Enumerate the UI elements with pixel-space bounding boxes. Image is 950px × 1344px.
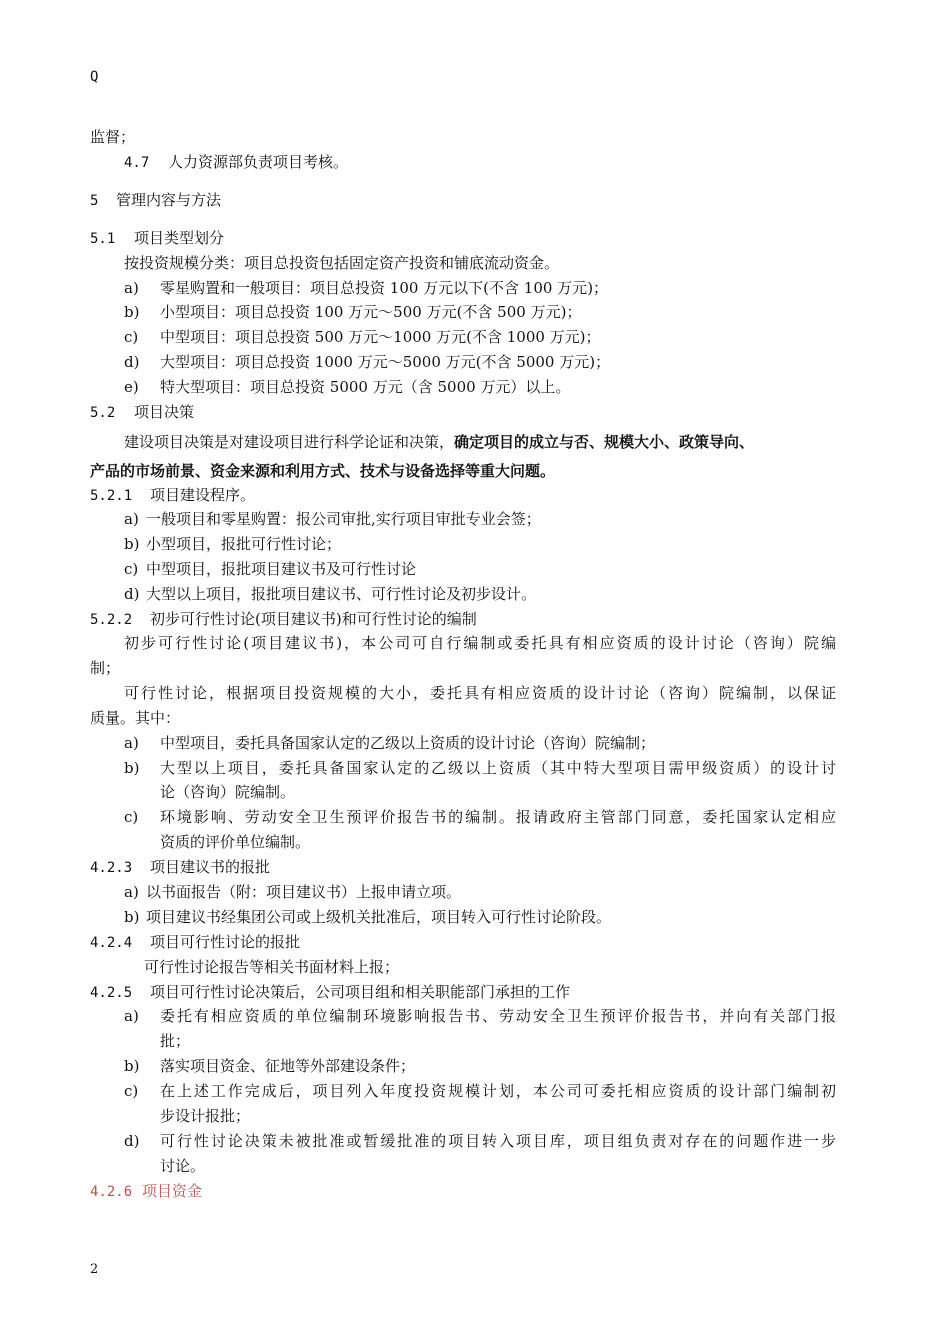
- paragraph-line: 制；: [90, 659, 121, 677]
- section-title: 项目决策: [134, 403, 195, 421]
- paragraph-line: 质量。其中：: [90, 709, 181, 727]
- list-text: 落实项目资金、征地等外部建设条件；: [160, 1057, 416, 1075]
- list-marker: a): [124, 734, 139, 752]
- section-heading-5: [90, 190, 221, 211]
- list-text: 中型项目：项目总投资 500 万元～1000 万元(不含 1000 万元)；: [160, 328, 601, 346]
- list-marker: a): [124, 510, 139, 528]
- emphasis-line: 产品的市场前景、资金来源和利用方式、技术与设备选择等重大问题。: [90, 462, 556, 480]
- paragraph-line: 可行性讨论报告等相关书面材料上报；: [144, 958, 400, 976]
- list-text: 一般项目和零星购置：报公司审批,实行项目审批专业会签；: [146, 510, 541, 528]
- list-item-continuation: 批；: [160, 1032, 191, 1050]
- list-text: 可行性讨论决策未被批准或暂缓批准的项目转入项目库，项目组负责对存在的问题作进一步: [160, 1132, 836, 1150]
- section-number: 4.2.3: [90, 860, 133, 876]
- paragraph-line: [124, 432, 754, 452]
- list-item: [124, 907, 611, 927]
- section-title: 项目类型划分: [134, 229, 225, 247]
- list-marker: e): [124, 378, 139, 396]
- paragraph-line: 按投资规模分类：项目总投资包括固定资产投资和铺底流动资金。: [124, 254, 560, 272]
- list-marker: c): [124, 808, 139, 826]
- paragraph-line: 监督；: [90, 128, 136, 146]
- list-marker: d): [124, 353, 140, 371]
- section-number: 5.2: [90, 405, 116, 421]
- section-title: 项目建设程序。: [150, 486, 256, 504]
- list-item: [124, 302, 581, 322]
- list-text: 中型项目，委托具备国家认定的乙级以上资质的设计讨论（咨询）院编制；: [160, 734, 656, 752]
- list-item: [124, 377, 570, 397]
- list-item-continuation: 步设计报批；: [160, 1107, 251, 1125]
- header-mark: Q: [90, 69, 99, 85]
- list-text: 特大型项目：项目总投资 5000 万元（含 5000 万元）以上。: [160, 378, 571, 396]
- section-title: 项目建议书的报批: [150, 858, 271, 876]
- clause-text: 人力资源部负责项目考核。: [168, 153, 349, 171]
- list-item-continuation: 资质的评价单位编制。: [160, 833, 311, 851]
- list-text: 委托有相应资质的单位编制环境影响报告书、劳动安全卫生预评价报告书，并向有关部门报: [160, 1007, 836, 1025]
- subsection-heading-5-2-1: [90, 485, 255, 506]
- list-item: [124, 1006, 836, 1026]
- section-number: 4.2.4: [90, 935, 133, 951]
- subsection-heading-4-2-4: [90, 932, 300, 953]
- section-number: 5.2.2: [90, 612, 133, 628]
- section-number: 5: [90, 193, 99, 209]
- emphasis-text: 确定项目的成立与否、规模大小、政策导向、: [454, 433, 755, 451]
- list-marker: d): [124, 1132, 140, 1150]
- list-marker: b): [124, 759, 140, 777]
- list-marker: b): [124, 1057, 140, 1075]
- subsection-heading-5-1: [90, 228, 224, 249]
- list-marker: a): [124, 279, 139, 297]
- list-item: [124, 352, 610, 372]
- list-text: 项目建议书经集团公司或上级机关批准后，项目转入可行性讨论阶段。: [146, 908, 612, 926]
- paragraph-line: [124, 633, 836, 653]
- list-item: [124, 534, 341, 554]
- list-marker: b): [124, 535, 140, 553]
- list-text: 大型以上项目，报批项目建议书、可行性讨论及初步设计。: [146, 585, 537, 603]
- list-item: [124, 509, 541, 529]
- list-marker: d): [124, 585, 140, 603]
- list-text: 在上述工作完成后，项目列入年度投资规模计划，本公司可委托相应资质的设计部门编制初: [160, 1082, 836, 1100]
- list-item: [124, 1056, 415, 1076]
- list-text: 小型项目：项目总投资 100 万元～500 万元(不含 500 万元)；: [160, 303, 582, 321]
- list-item: [124, 733, 655, 753]
- subsection-heading-5-2: [90, 402, 194, 423]
- list-item: [124, 882, 461, 902]
- list-marker: a): [124, 883, 139, 901]
- list-marker: b): [124, 908, 140, 926]
- list-text: 大型项目：项目总投资 1000 万元～5000 万元(不含 5000 万元)；: [160, 353, 611, 371]
- list-item-continuation: 讨论。: [160, 1157, 206, 1175]
- list-text: 零星购置和一般项目：项目总投资 100 万元以下(不含 100 万元)；: [160, 279, 609, 297]
- clause-4-7: [124, 152, 348, 173]
- list-marker: a): [124, 1007, 139, 1025]
- section-number: 4.2.5: [90, 985, 133, 1001]
- paragraph-line: [124, 683, 836, 703]
- list-item: [124, 327, 601, 347]
- list-item: [124, 584, 536, 604]
- list-item: [124, 1131, 836, 1151]
- paragraph-text: 建设项目决策是对建设项目进行科学论证和决策，: [124, 433, 455, 451]
- list-text: 环境影响、劳动安全卫生预评价报告书的编制。报请政府主管部门同意，委托国家认定相应: [160, 808, 836, 826]
- section-number: 5.1: [90, 231, 116, 247]
- list-text: 小型项目，报批可行性讨论；: [146, 535, 342, 553]
- list-marker: b): [124, 303, 140, 321]
- subsection-heading-4-2-6: [90, 1181, 202, 1202]
- list-item: [124, 559, 416, 579]
- list-item: [124, 807, 836, 827]
- list-item: [124, 1081, 836, 1101]
- list-marker: c): [124, 560, 139, 578]
- section-title: 初步可行性讨论(项目建议书)和可行性讨论的编制: [150, 610, 477, 628]
- list-text: 中型项目，报批项目建议书及可行性讨论: [146, 560, 417, 578]
- page-number: 2: [90, 1262, 99, 1277]
- paragraph-text: 可行性讨论，根据项目投资规模的大小，委托具有相应资质的设计讨论（咨询）院编制，以保证: [124, 684, 836, 702]
- section-title: 项目可行性讨论决策后，公司项目组和相关职能部门承担的工作: [150, 983, 571, 1001]
- list-text: 以书面报告（附：项目建议书）上报申请立项。: [146, 883, 462, 901]
- subsection-heading-5-2-2: [90, 609, 477, 630]
- section-title: 项目可行性讨论的报批: [150, 933, 301, 951]
- section-title: 项目资金: [142, 1182, 203, 1200]
- subsection-heading-4-2-5: [90, 982, 570, 1003]
- subsection-heading-4-2-3: [90, 857, 270, 878]
- list-item-continuation: 论（咨询）院编制。: [160, 783, 296, 801]
- list-item: [124, 278, 608, 298]
- section-title: 管理内容与方法: [116, 191, 222, 209]
- paragraph-text: 初步可行性讨论(项目建议书)，本公司可自行编制或委托具有相应资质的设计讨论（咨询）院编: [124, 634, 836, 652]
- list-marker: c): [124, 328, 139, 346]
- list-item: [124, 758, 836, 778]
- section-number: 5.2.1: [90, 488, 133, 504]
- clause-number: 4.7: [124, 155, 150, 171]
- section-number: 4.2.6: [90, 1184, 133, 1200]
- list-text: 大型以上项目，委托具备国家认定的乙级以上资质（其中特大型项目需甲级资质）的设计讨: [160, 759, 836, 777]
- list-marker: c): [124, 1082, 139, 1100]
